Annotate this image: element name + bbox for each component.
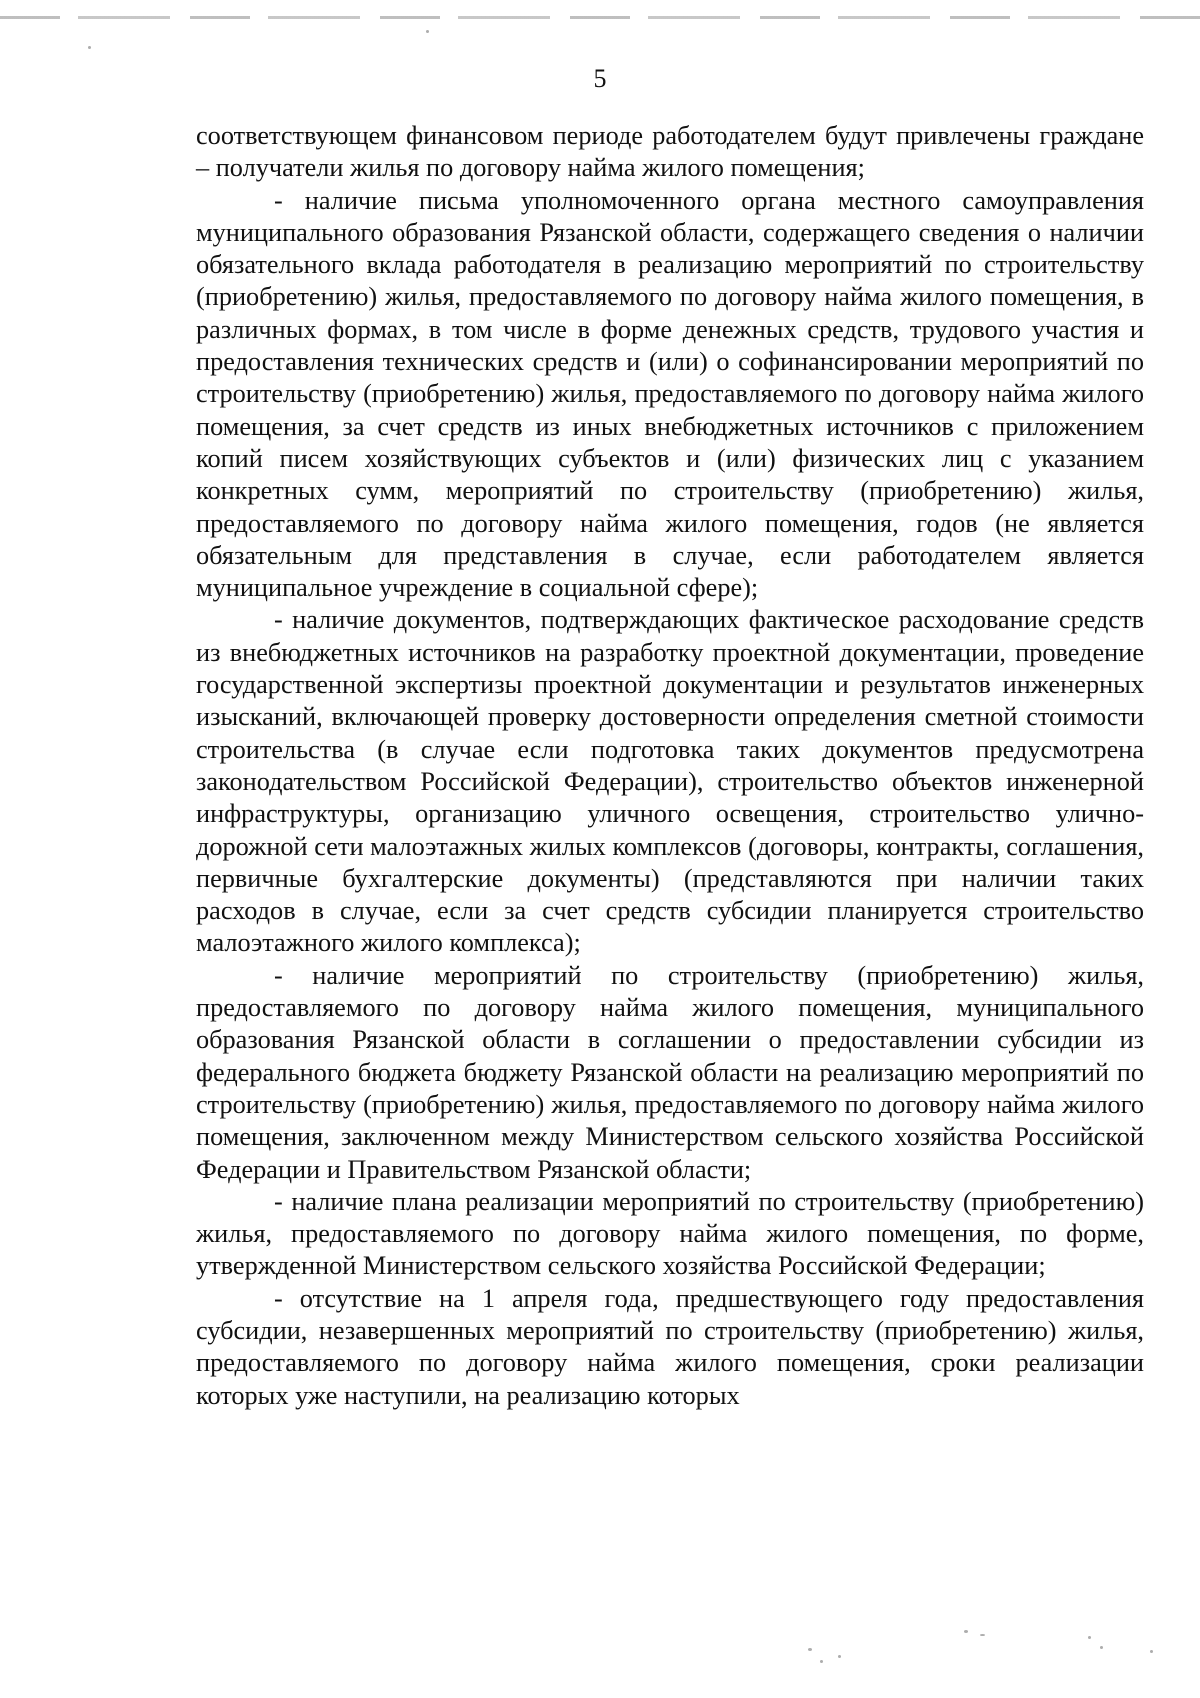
scan-speck bbox=[808, 1648, 812, 1651]
document-body bbox=[196, 120, 1144, 1412]
scan-speck bbox=[1100, 1646, 1103, 1649]
scan-speck bbox=[1088, 1636, 1091, 1639]
scan-top-edge bbox=[0, 16, 1200, 19]
scan-speck bbox=[1150, 1650, 1153, 1653]
paragraph: - отсутствие на 1 апреля года, предшествующего году предоставления субсидии, незавершенных мероприятий по строительству (приобретению) жилья, предоставляемого по договору найма жилого помещения, сроки реализации которых уже наступили, на реализацию которых bbox=[196, 1283, 1144, 1410]
page-number: 5 bbox=[593, 64, 607, 93]
scan-speck bbox=[88, 46, 91, 49]
paragraph: соответствующем финансовом периоде работодателем будут привлечены граждане – получатели жилья по договору найма жилого помещения; bbox=[196, 121, 1144, 183]
scan-speck bbox=[980, 1634, 985, 1636]
paragraph: - наличие мероприятий по строительству (приобретению) жилья, предоставляемого по договору найма жилого помещения, муниципального образования Рязанской области в соглашении о предоставлении субсидии из федерального бюджета бюджету Рязанской области на реализацию мероприятий по строительству (приобретению) жилья, предоставляемого по договору найма жилого помещения, заключенном между Министерством сельского хозяйства Российской Федерации и Правительством Рязанской области; bbox=[196, 960, 1144, 1184]
paragraph: - наличие письма уполномоченного органа местного самоуправления муниципального образования Рязанской области, содержащего сведения о наличии обязательного вклада работодателя в реализацию мероприятий по строительству (приобретению) жилья, предоставляемого по договору найма жилого помещения, в различных формах, в том числе в форме денежных средств, трудового участия и предоставления технических средств и (или) о софинансировании мероприятий по строительству (приобретению) жилья, предоставляемого по договору найма жилого помещения, за счет средств из иных внебюджетных источников с приложением копий писем хозяйствующих субъектов и (или) физических лиц с указанием конкретных сумм, мероприятий по строительству (приобретению) жилья, предоставляемого по договору найма жилого помещения, годов (не является обязательным для представления в случае, если работодателем является муниципальное учреждение в социальной сфере); bbox=[196, 185, 1144, 603]
paragraph: - наличие документов, подтверждающих фактическое расходование средств из внебюджетных источников на разработку проектной документации, проведение государственной экспертизы проектной документации и результатов инженерных изысканий, включающей проверку достоверности определения сметной стоимости строительства (в случае если подготовка таких документов предусмотрена законодательством Российской Федерации), строительство объектов инженерной инфраструктуры, организацию уличного освещения, строительство улично-дорожной сети малоэтажных жилых комплексов (договоры, контракты, соглашения, первичные бухгалтерские документы) (представляются при наличии таких расходов в случае, если за счет средств субсидии планируется строительство малоэтажного жилого комплекса); bbox=[196, 605, 1144, 958]
scan-speck bbox=[426, 30, 429, 33]
scan-speck bbox=[838, 1655, 841, 1658]
scan-speck bbox=[964, 1630, 968, 1633]
paragraph: - наличие плана реализации мероприятий по строительству (приобретению) жилья, предоставляемого по договору найма жилого помещения, по форме, утвержденной Министерством сельского хозяйства Российской Федерации; bbox=[196, 1186, 1144, 1281]
scan-speck bbox=[820, 1660, 823, 1663]
